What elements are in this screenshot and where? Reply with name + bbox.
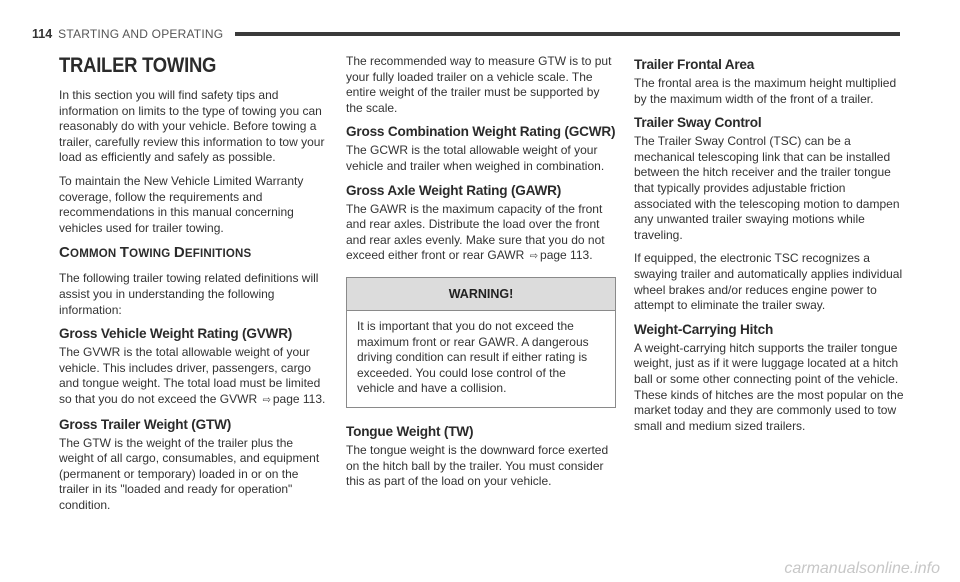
gawr-heading: Gross Axle Weight Rating (GAWR) xyxy=(346,182,562,198)
gcwr-paragraph: The GCWR is the total allowable weight of your vehicle and trailer when weighed in combination. xyxy=(346,143,605,173)
definitions-intro: The following trailer towing related definitions will assist you in understanding the following information: xyxy=(59,271,319,317)
column-2 xyxy=(346,54,616,498)
gtw-measure-paragraph: The recommended way to measure GTW is to put your fully loaded trailer on a vehicle scale. The entire weight of the trailer must be supported by the scale. xyxy=(346,54,612,115)
tfa-heading: Trailer Frontal Area xyxy=(634,57,755,72)
tw-heading: Tongue Weight (TW) xyxy=(346,423,474,439)
tsc-heading: Trailer Sway Control xyxy=(634,115,762,131)
gvwr-paragraph: The GVWR is the total allowable weight of your vehicle. This includes driver, passengers, cargo and tongue weight. The total load must be limited so that you do not exceed the GVWR ⇨ page 113. xyxy=(59,345,329,408)
column-1 xyxy=(59,54,329,521)
page-ref-icon: ⇨ xyxy=(262,394,271,406)
tfa-paragraph: The frontal area is the maximum height multiplied by the maximum width of the front of a trailer. xyxy=(634,76,897,106)
page-title: TRAILER TOWING xyxy=(59,54,217,77)
gtw-heading: Gross Trailer Weight (GTW) xyxy=(59,416,232,432)
gawr-page-link[interactable]: page 113. xyxy=(540,248,593,263)
gvwr-heading: Gross Vehicle Weight Rating (GVWR) xyxy=(59,326,293,342)
tsc-paragraph-1: The Trailer Sway Control (TSC) can be a mechanical telescoping link that can be installed between the hitch receiver and the trailer tongue that typically provides adjustable friction associated with the telescoping motion to dampen any unwanted trailer swaying motions while traveling. xyxy=(634,134,900,242)
page-number: 114 xyxy=(32,27,53,41)
watermark: carmanualsonline.info xyxy=(784,560,940,577)
section-title: STARTING AND OPERATING xyxy=(58,27,224,41)
column-3 xyxy=(634,54,906,442)
page-header xyxy=(32,26,900,42)
gtw-paragraph: The GTW is the weight of the trailer plus the weight of all cargo, consumables, and equipment (permanent or temporary) loaded in or on the trailer in its "loaded and ready for operation" condition. xyxy=(59,435,320,512)
definitions-heading: COMMON TOWING DEFINITIONS xyxy=(59,244,252,262)
page-ref-icon: ⇨ xyxy=(529,251,539,263)
intro-paragraph-1: In this section you will find safety tips and information on limits to the type of towing you can reasonably do with your vehicle. Before towing a trailer, carefully review this information to tow your load as efficiently and safely as possible. xyxy=(59,88,325,165)
header-rule xyxy=(235,32,900,36)
warning-box xyxy=(346,277,616,408)
tsc-paragraph-2: If equipped, the electronic TSC recognizes a swaying trailer and automatically applies individual wheel brakes and/or reduces engine power to attempt to eliminate the trailer sway. xyxy=(634,251,903,313)
gvwr-page-link[interactable]: page 113. xyxy=(272,391,326,406)
wch-paragraph: A weight-carrying hitch supports the trailer tongue weight, just as if it were luggage located at a hitch ball or some other connecting point of the vehicle. These kinds of hitches are the most popular on the market today and they are commonly used to tow small and medium sized trailers. xyxy=(634,340,904,433)
tw-paragraph: The tongue weight is the downward force exerted on the hitch ball by the trailer. You must consider this as part of the load on your vehicle. xyxy=(346,442,609,489)
warning-text: It is important that you do not exceed the maximum front or rear GAWR. A dangerous driving condition can result if either rating is exceeded. You could lose control of the vehicle and have a collision. xyxy=(357,318,589,396)
gawr-paragraph: The GAWR is the maximum capacity of the front and rear axles. Distribute the load over the front and rear axles evenly. Make sure that you do not exceed either front or rear GAWR ⇨ page 113. xyxy=(346,202,616,265)
intro-paragraph-2: To maintain the New Vehicle Limited Warranty coverage, follow the requirements and recommendations in this manual concerning vehicles used for trailer towing. xyxy=(59,173,304,235)
warning-body xyxy=(347,311,615,407)
gcwr-heading: Gross Combination Weight Rating (GCWR) xyxy=(346,124,616,140)
warning-title: WARNING! xyxy=(347,278,615,311)
wch-heading: Weight-Carrying Hitch xyxy=(634,321,774,337)
